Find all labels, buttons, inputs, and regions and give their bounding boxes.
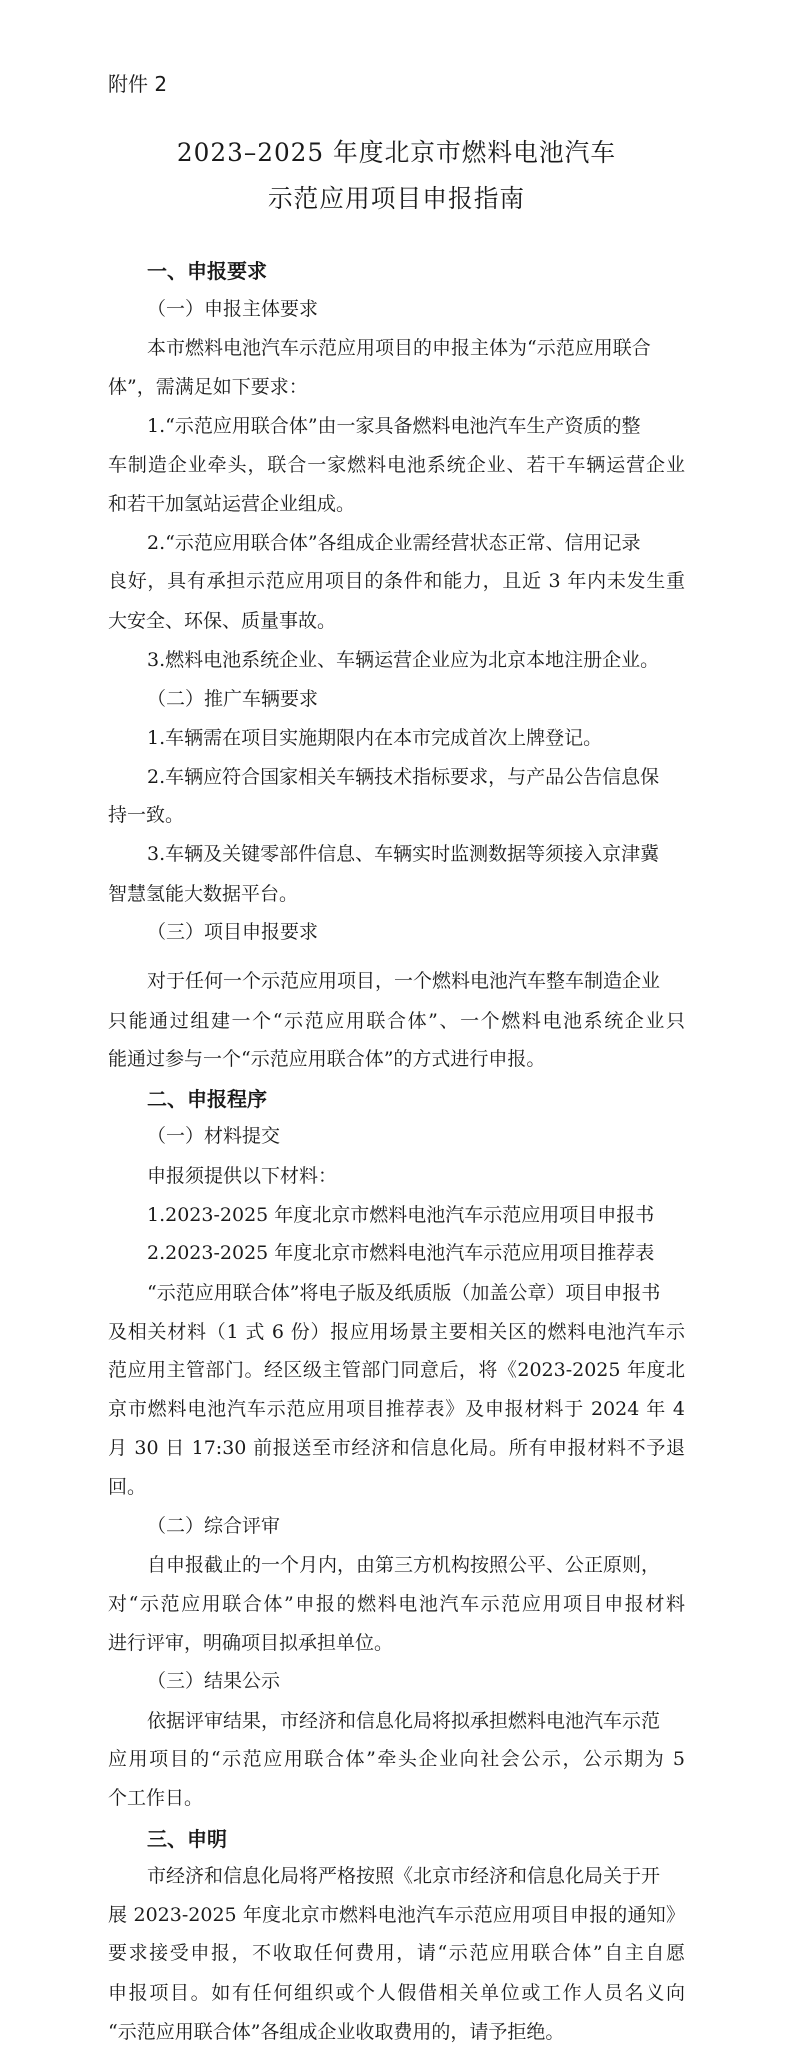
section-heading: 二、申报程序 [147, 1087, 267, 1112]
list-item-line: 持一致。 [108, 804, 185, 827]
paragraph-line: 范应用主管部门。经区级主管部门同意后，将《2023-2025 年度北 [108, 1359, 685, 1382]
section-heading: 三、申明 [147, 1826, 227, 1851]
paragraph-line: 体”，需满足如下要求： [108, 375, 308, 398]
paragraph-line: 月 30 日 17:30 前报送至市经济和信息化局。所有申报材料不予退 [108, 1436, 685, 1459]
paragraph-line: 能通过参与一个“示范应用联合体”的方式进行申报。 [108, 1047, 546, 1070]
list-item-line: 车制造企业牵头，联合一家燃料电池系统企业、若干车辆运营企业 [108, 453, 685, 476]
list-item-line: 良好，具有承担示范应用项目的条件和能力，且近 3 年内未发生重 [108, 570, 685, 593]
paragraph-line: 及相关材料（1 式 6 份）报应用场景主要相关区的燃料电池汽车示 [108, 1320, 685, 1343]
list-item-line: 3.车辆及关键零部件信息、车辆实时监测数据等须接入京津冀 [147, 843, 660, 866]
paragraph-line: 京市燃料电池汽车示范应用项目推荐表》及申报材料于 2024 年 4 [108, 1398, 685, 1421]
paragraph-line: 对“示范应用联合体”申报的燃料电池汽车示范应用项目申报材料 [108, 1592, 685, 1615]
attachment-label: 附件 2 [108, 72, 168, 96]
subsection-heading: （二）综合评审 [147, 1515, 281, 1538]
list-item-line: 智慧氢能大数据平台。 [108, 882, 299, 905]
paragraph-line: 申报须提供以下材料： [147, 1164, 338, 1187]
list-item-line: 大安全、环保、质量事故。 [108, 609, 337, 632]
list-item-line: 1.“示范应用联合体”由一家具备燃料电池汽车生产资质的整 [147, 415, 641, 438]
section-heading: 一、申报要求 [147, 259, 267, 284]
subsection-heading: （一）申报主体要求 [147, 298, 319, 321]
paragraph-line: 依据评审结果，市经济和信息化局将拟承担燃料电池汽车示范 [147, 1709, 661, 1732]
list-item-line: 2.车辆应符合国家相关车辆技术指标要求，与产品公告信息保 [147, 765, 660, 788]
subsection-heading: （三）项目申报要求 [147, 920, 319, 943]
paragraph-line: 只能通过组建一个“示范应用联合体”、一个燃料电池系统企业只 [108, 1009, 685, 1032]
paragraph-line: 本市燃料电池汽车示范应用项目的申报主体为“示范应用联合 [147, 336, 651, 359]
list-item-line: 和若干加氢站运营企业组成。 [108, 492, 356, 515]
subsection-heading: （一）材料提交 [147, 1125, 281, 1148]
list-item-line: 1.2023-2025 年度北京市燃料电池汽车示范应用项目申报书 [147, 1203, 655, 1226]
paragraph-line: 要求接受申报，不收取任何费用，请“示范应用联合体”自主自愿 [108, 1942, 685, 1965]
paragraph-line: 应用项目的“示范应用联合体”牵头企业向社会公示，公示期为 5 [108, 1748, 685, 1771]
paragraph-line: 自申报截止的一个月内，由第三方机构按照公平、公正原则， [147, 1553, 661, 1576]
paragraph-line: 申报项目。如有任何组织或个人假借相关单位或工作人员名义向 [108, 1981, 685, 2004]
paragraph-line: “示范应用联合体”将电子版及纸质版（加盖公章）项目申报书 [147, 1281, 661, 1304]
paragraph-line: “示范应用联合体”各组成企业收取费用的，请予拒绝。 [108, 2021, 565, 2043]
document-title-line-1: 2023–2025 年度北京市燃料电池汽车 [176, 137, 617, 167]
list-item-line: 2.“示范应用联合体”各组成企业需经营状态正常、信用记录 [147, 532, 641, 555]
subsection-heading: （三）结果公示 [147, 1670, 281, 1693]
paragraph-line: 进行评审，明确项目拟承担单位。 [108, 1632, 394, 1655]
list-item-line: 3.燃料电池系统企业、车辆运营企业应为北京本地注册企业。 [147, 648, 660, 671]
paragraph-line: 个工作日。 [108, 1787, 204, 1810]
subsection-heading: （二）推广车辆要求 [147, 688, 319, 711]
paragraph-line: 展 2023-2025 年度北京市燃料电池汽车示范应用项目申报的通知》 [108, 1904, 685, 1927]
document-title-line-2: 示范应用项目申报指南 [267, 184, 526, 214]
paragraph-line: 市经济和信息化局将严格按照《北京市经济和信息化局关于开 [147, 1864, 661, 1887]
paragraph-line: 回。 [108, 1476, 147, 1498]
list-item-line: 2.2023-2025 年度北京市燃料电池汽车示范应用项目推荐表 [147, 1242, 655, 1265]
paragraph-line: 对于任何一个示范应用项目，一个燃料电池汽车整车制造企业 [147, 970, 661, 993]
list-item-line: 1.车辆需在项目实施期限内在本市完成首次上牌登记。 [147, 726, 603, 749]
